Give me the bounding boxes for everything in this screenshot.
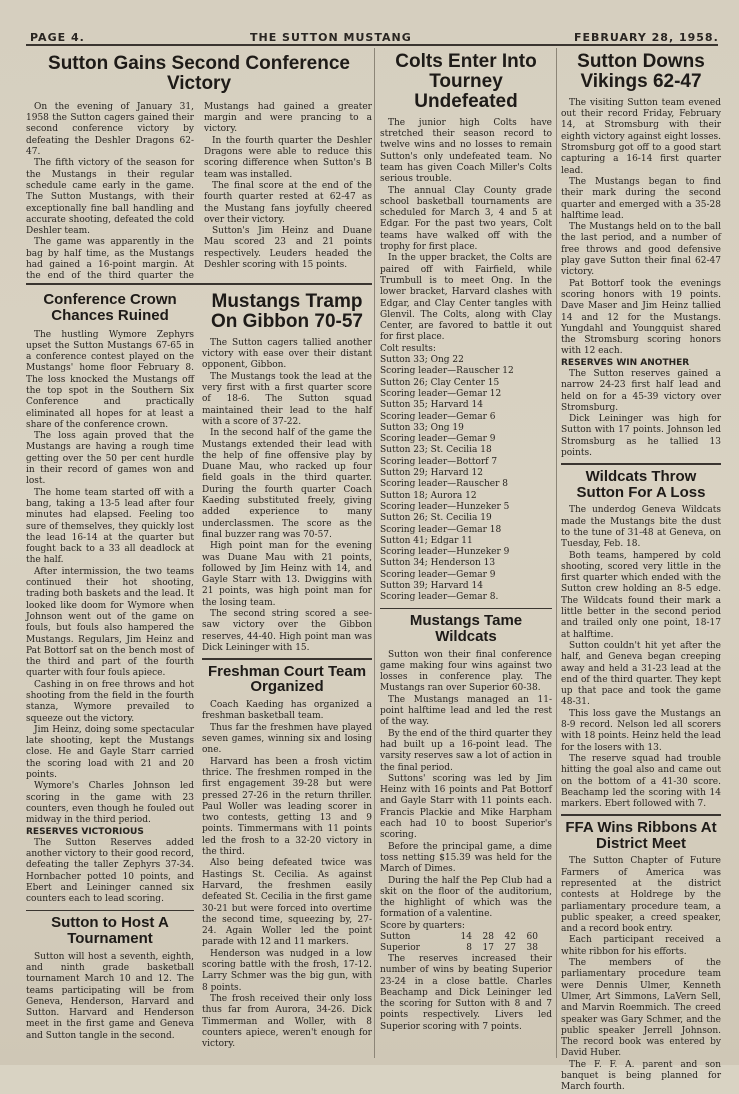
paragraph: After intermission, the two teams continued their hot shooting, trading both baskets and the lead. It looked like doom for Wymore when Johnson went out of the game on fouls, but fouls also hampered the Mustangs. Regulars, Jim Heinz and Pat Bottorf sat on the bench most of the third and part of the fourth quarter with four fouls apiece. [26, 566, 194, 679]
paragraph: The junior high Colts have stretched their season record to twelve wins and no losses to remain Sutton's only undefeated team. No team has given Coach Miller's Colts serious trouble. [380, 117, 552, 185]
paragraph: The home team started off with a bang, taking a 13-5 lead after four minutes had elapsed. Feeling too sure of themselves, they quickly lost the lead 16-14 at the quarter but fought back to a 33 all deadlock at the half. [26, 487, 194, 566]
paragraph: The second string scored a see-saw victory over the Gibbon reserves, 44-40. High point man was Dick Leininger with 15. [202, 609, 372, 653]
score-row [380, 932, 552, 943]
headline: Mustangs Tramp On Gibbon 70-57 [210, 291, 364, 332]
page-header [0, 0, 739, 44]
article-host-tournament [26, 915, 194, 1042]
headline: Wildcats Throw Sutton For A Loss [576, 467, 706, 501]
headline: Freshman Court Team Organized [207, 662, 367, 696]
colt-result-line: Scoring leader—Hunzeker 5 [380, 501, 510, 512]
paragraph: Sutton couldn't hit yet after the half, and Geneva began creeping away and held a 31-23 lead at the end of the third quarter. They kept up that pace and took the game 48-31. [561, 640, 721, 708]
paragraph: The Mustangs began to find their mark during the second quarter and emerged with a 35-28 halftime lead. [561, 176, 721, 221]
divider [561, 463, 721, 465]
headline: Mustangs Tame Wildcats [409, 612, 523, 645]
paragraph: Wymore's Charles Johnson led scoring in the game with 23 counters, even though he fouled out midway in the third period. [26, 781, 194, 826]
header-rule [26, 44, 718, 46]
paragraph: Thus far the freshmen have played seven games, winning six and losing one. [202, 722, 372, 756]
divider [26, 910, 194, 912]
headline: Conference Crown Chances Ruined [43, 291, 177, 324]
quarter-score: 28 [482, 932, 494, 942]
paragraph: In the second half of the game the Mustangs extended their lead with the help of fine offensive play by Duane Mau, who racked up four field goals in the third quarter. During the fourth quarter Coach Kaeding substituted freely, giving added experience to many underclassmen. The score as the final buzzer rang was 70-57. [202, 428, 372, 540]
colt-result-line: Sutton 23; St. Cecilia 18 [380, 445, 492, 456]
colt-result-line: Scoring leader—Gemar 9 [380, 434, 496, 445]
article-conference-crown [26, 292, 194, 906]
colt-result-line: Scoring leader—Rauscher 8 [380, 479, 508, 490]
paragraph: The fifth victory of the season for the Mustangs in their regular schedule came early in the game. The Sutton Mustangs, with their exceptionally fine ball handling and accurate shooting, defeated the cold Deshler team. [26, 158, 194, 237]
article-mustangs-tramp [202, 292, 372, 654]
colt-results-list [380, 355, 552, 604]
paragraph: The members of the parliamentary procedure team were Dennis Ulmer, Kenneth Ulmer, Art Simmons, LaVern Sell, and Marvin Roemmich. The creed speaker was Gary Schmer, and the public speaker Jerrell Johnson. The record book was entered by David Huber. [561, 958, 721, 1059]
colt-result-line: Sutton 41; Edgar 11 [380, 535, 473, 546]
colt-result-line: Scoring leader—Gemar 8. [380, 592, 499, 603]
paragraph: The visiting Sutton team evened out their record Friday, February 14, at Stromsburg with their eighth victory against eight losses. Stromsburg got off to a good start capturing a 16-14 first quarter lead. [561, 97, 721, 176]
paragraph: Pat Bottorf took the evenings scoring honors with 19 points. Dave Maser and Jim Heinz tallied 14 and 12 for the Mustangs. Yungdahl and Youngquist shared the Stromsburg scoring honors with 12 each. [561, 278, 721, 357]
headline: Sutton to Host A Tournament [51, 914, 169, 947]
paragraph: High point man for the evening was Duane Mau with 21 points, followed by Jim Heinz with 14, and Gayle Starr with 13. Dwiggins with 21 points, was high point man for the losing team. [202, 541, 372, 608]
paragraph: The Sutton cagers tallied another victory with ease over their distant opponent, Gibbon. [202, 337, 372, 371]
paragraph: On the evening of January 31, 1958 the Sutton cagers gained their second conference victory by defeating the Deshler Dragons 62-47. [26, 101, 194, 158]
quarter-score: 60 [526, 932, 538, 942]
headline: Colts Enter Into Tourney Undefeated [395, 51, 537, 112]
article-colts [380, 52, 552, 604]
paragraph: Sutton won their final conference game making four wins against two losses in conference play. The Mustangs ran over Superior 60-38. [380, 649, 552, 694]
paragraph: The Sutton Chapter of Future Farmers of America was represented at the district contests at Holdrege by the parliamentary procedure team, a public speaker, a creed speaker, and a record book entry. [561, 856, 721, 935]
column-3 [380, 48, 552, 1058]
colt-result-line: Sutton 18; Aurora 12 [380, 490, 477, 501]
divider [202, 658, 372, 660]
quarter-score: 42 [504, 932, 516, 942]
score-row [380, 943, 552, 954]
article-freshman-team [202, 664, 372, 1051]
results-label: Colt results: [380, 343, 436, 354]
divider [561, 814, 721, 816]
colt-result-line: Sutton 33; Ong 22 [380, 355, 464, 366]
page-number: PAGE 4. [30, 31, 85, 44]
paragraph: By the end of the third quarter they had built up a 16-point lead. The varsity reserves saw a lot of action in the final period. [380, 728, 552, 773]
subhead: RESERVES WIN ANOTHER [561, 357, 690, 368]
paragraph: The frosh received their only loss thus far from Aurora, 34-26. Dick Timmerman and Woller, with 8 counters apiece, weren't enough for victory. [202, 993, 372, 1050]
article-ffa [561, 820, 721, 1094]
paragraph: Jim Heinz, doing some spectacular late shooting, kept the Mustangs close. He and Gayle Starr carried the scoring load with 21 and 20 points. [26, 724, 194, 781]
paragraph: The Sutton reserves gained a narrow 24-23 first half lead and held on for a 45-39 victory over Stromsburg. [561, 369, 721, 413]
colt-result-line: Sutton 33; Ong 19 [380, 422, 464, 433]
paragraph: The Mustangs took the lead at the very first with a first quarter score of 18-6. The Sutton squad maintained their lead to the half with a score of 37-22. [202, 371, 372, 427]
paragraph: Henderson was nudged in a low scoring battle with the frosh, 17-12. Larry Schmer was the big gun, with 8 points. [202, 948, 372, 993]
paragraph: In the fourth quarter the Deshler Dragons were able to reduce this scoring difference when Sutton's B team was installed. [204, 135, 372, 180]
colt-result-line: Scoring leader—Hunzeker 9 [380, 547, 510, 558]
colt-result-line: Sutton 39; Harvard 14 [380, 580, 483, 591]
paragraph: The reserves increased their number of wins by beating Superior 23-24 in a close battle. Charles Beachamp and Dick Leininger led the scoring for Sutton with 8 and 7 points respectively. Livers led Superior scoring with 7 points. [380, 954, 552, 1032]
divider [380, 608, 552, 610]
paragraph: The loss again proved that the Mustangs are having a rough time getting over the 50 per cent hurdle in their record of games won and lost. [26, 431, 194, 487]
paragraph: In the upper bracket, the Colts are paired off with Fairfield, while Trumbull is to meet Ong. In the lower bracket, Harvard clashes with Edgar, and Clay Center tangles with Glenvil. The Colts, along with Clay Center, are favored to battle it out for first place. [380, 253, 552, 343]
paragraph: The F. F. A. parent and son banquet is being planned for March fourth. [561, 1059, 721, 1093]
paragraph: Harvard has been a frosh victim thrice. The freshmen romped in the first engagement 39-28 but were pressed 27-26 in the return thriller. Paul Woller was leading scorer in two contests, getting 13 and 9 points. Timmermans with 11 points led the frosh to a 32-20 victory in the third. [202, 756, 372, 858]
colt-result-line: Sutton 26; Clay Center 15 [380, 377, 500, 388]
article-wildcats-throw [561, 469, 721, 811]
paragraph: Before the principal game, a dime toss netting $15.39 was held for the March of Dimes. [380, 841, 552, 875]
divider [26, 283, 372, 285]
paragraph: The annual Clay County grade school basketball tournaments are scheduled for March 3, 4 and 5 at Edgar. For the past two years, Colt teams have walked off with the trophy for first place. [380, 185, 552, 253]
paragraph: Cashing in on free throws and hot shooting from the field in the fourth stanza, Wymore prevailed to squeeze out the victory. [26, 679, 194, 724]
paragraph: Also being defeated twice was Hastings St. Cecilia. As against Harvard, the freshmen easily defeated St. Cecilia in the first game 30-21 but were forced into overtime the second time, squeezing by, 27-24. Again Woller led the point parade with 12 and 11 markers. [202, 858, 372, 948]
paragraph: Sutton will host a seventh, eighth, and ninth grade basketball tournament March 10 and 12. The teams participating will be from Geneva, Henderson, Harvard and Sutton. Harvard and Henderson meet in the first game and Geneva and Sutton tangle in the second. [26, 951, 194, 1041]
colt-result-line: Scoring leader—Gemar 9 [380, 569, 496, 580]
headline: Sutton Downs Vikings 62-47 [577, 51, 705, 92]
quarter-score: 8 [466, 943, 472, 953]
paragraph: Sutton's Jim Heinz and Duane Mau scored 23 and 21 points respectively. Leuders headed the Deshler scoring with 15 points. [204, 226, 372, 271]
paragraph: The underdog Geneva Wildcats made the Mustangs bite the dust to the tune of 31-48 at Geneva, on Tuesday, Feb. 18. [561, 505, 721, 550]
paragraph: This loss gave the Mustangs an 8-9 record. Nelson led all scorers with 18 points. Heinz held the lead for the losers with 13. [561, 708, 721, 753]
colt-result-line: Scoring leader—Gemar 12 [380, 388, 502, 399]
quarter-score: 27 [504, 943, 516, 953]
colt-result-line: Sutton 34; Henderson 13 [380, 558, 496, 569]
column-rule [374, 48, 375, 1058]
subhead: RESERVES VICTORIOUS [26, 826, 144, 837]
paragraph: The reserve squad had trouble hitting the goal also and came out on the bottom of a 41-30 score. Beachamp led the scoring with 14 markers. Ebert followed with 7. [561, 753, 721, 810]
colt-result-line: Sutton 29; Harvard 12 [380, 468, 483, 479]
article-vikings [561, 52, 721, 459]
colt-result-line: Sutton 26; St. Cecilia 19 [380, 513, 492, 524]
paragraph: Score by quarters: [380, 920, 465, 931]
column-4 [561, 48, 721, 1093]
team-name: Superior [380, 943, 420, 953]
score-by-quarters [380, 932, 552, 954]
colt-result-line: Scoring leader—Bottorf 7 [380, 456, 498, 467]
paragraph: Each participant received a white ribbon for his efforts. [561, 935, 721, 957]
paragraph: The hustling Wymore Zephyrs upset the Sutton Mustangs 67-65 in a conference contest played on the Mustangs' home floor February 8. The loss knocked the Mustangs off the top spot in the Southern Six Conference and practically eliminated all hopes for at least a share of the conference crown. [26, 329, 194, 430]
colt-result-line: Scoring leader—Gemar 6 [380, 411, 496, 422]
headline: FFA Wins Ribbons At District Meet [565, 818, 717, 852]
column-rule [556, 48, 557, 1058]
paragraph: The game was apparently in the bag by half time, as the Mustangs had gained a 16-point margin. At the end of the third quarter the Mustangs had gained a greater margin and were prancing to a victory. [26, 101, 372, 282]
paragraph: The final score at the end of the fourth quarter rested at 62-47 as the Mustang fans joyfully cheered over their victory. [204, 180, 372, 225]
paragraph: Suttons' scoring was led by Jim Heinz with 16 points and Pat Bottorf and Gayle Starr with 11 points each. Francis Plackie and Mike Harpham each had 10 to boost Superior's scoring. [380, 773, 552, 841]
quarter-score: 17 [482, 943, 494, 953]
headline: Sutton Gains Second Conference Victory [48, 53, 350, 94]
paragraph: Both teams, hampered by cold shooting, scored very little in the first quarter which ended with the Sutton crew holding an 8-5 edge. The Wildcats found their mark a little better in the second period and trailed only one point, 18-17 at halftime. [561, 550, 721, 640]
paragraph: Coach Kaeding has organized a freshman basketball team. [202, 700, 372, 722]
column-1 [26, 288, 194, 1058]
paragraph: The Mustangs managed an 11-point halftime lead and led the rest of the way. [380, 694, 552, 728]
column-2 [202, 288, 372, 1058]
quarter-score: 38 [526, 943, 538, 953]
paragraph: The Mustangs held on to the ball the last period, and a number of free throws and good defensive play gave Sutton their final 62-47 victory. [561, 222, 721, 278]
colt-result-line: Scoring leader—Rauscher 12 [380, 366, 514, 377]
issue-date: FEBRUARY 28, 1958. [574, 31, 719, 44]
colt-result-line: Scoring leader—Gemar 18 [380, 524, 502, 535]
article-mustangs-tame [380, 613, 552, 1033]
paragraph: During the half the Pep Club had a skit on the floor of the auditorium, the highlight of which was the formation of a valentine. [380, 875, 552, 920]
masthead: THE SUTTON MUSTANG [250, 31, 412, 44]
article-sutton-gains [26, 48, 372, 288]
colt-result-line: Sutton 35; Harvard 14 [380, 400, 483, 411]
paragraph: Dick Leininger was high for Sutton with 17 points. Johnson led Stromsburg as he tallied 13 points. [561, 414, 721, 459]
team-name: Sutton [380, 932, 411, 942]
paragraph: The Sutton Reserves added another victory to their good record, defeating the taller Zephyrs 37-34. Hornbacher potted 10 points, and Ebert and Leininger canned six counters each to lead scoring. [26, 837, 194, 905]
quarter-score: 14 [460, 932, 472, 942]
